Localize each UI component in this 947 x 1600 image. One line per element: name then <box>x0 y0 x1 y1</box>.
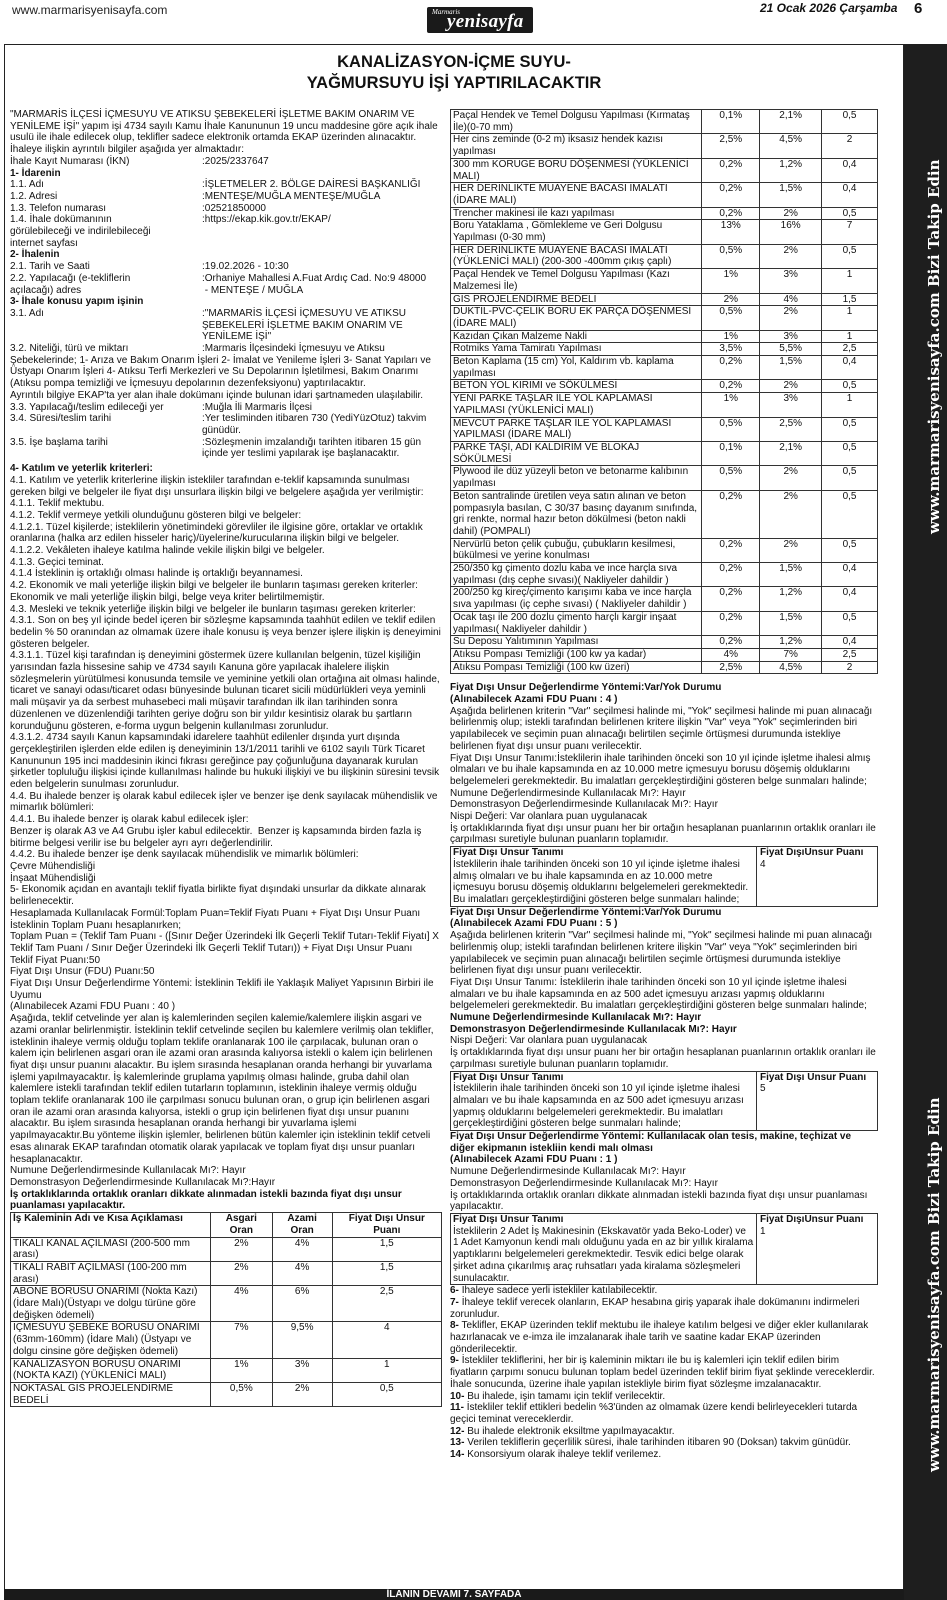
table-row <box>11 1322 442 1358</box>
table-cell: 2,5% <box>702 661 760 674</box>
table-cell: 5,5% <box>760 343 822 356</box>
table-cell: 2% <box>211 1261 273 1285</box>
section-3-heading: 3- İhale konusu yapım işinin <box>10 296 144 308</box>
table-cell: 0,2% <box>702 538 760 562</box>
table-cell: 1 <box>822 269 878 293</box>
table-cell: 1,2% <box>760 636 822 649</box>
tarih-value: :19.02.2026 - 10:30 <box>202 261 289 273</box>
notice-title <box>4 44 904 100</box>
table-cell: 0,5% <box>211 1382 273 1406</box>
fdu5-title: Fiyat Dışı Unsur Değerlendirme Yöntemi:Var/Yok Durumu (Alınabilecek Azami FDU Puanı : 5 ) <box>450 906 722 930</box>
table-cell: 1 <box>822 330 878 343</box>
nitelik-value: :Marmaris İlçesindeki İçmesuyu ve Atıksu <box>202 343 385 355</box>
table-cell: 4% <box>760 293 822 306</box>
table-cell: 0,5 <box>822 441 878 465</box>
table-cell: 0,2% <box>702 587 760 611</box>
table-cell: 4% <box>211 1286 273 1322</box>
list-item <box>450 1426 878 1438</box>
table-cell: 1 <box>332 1358 441 1382</box>
list-item-number: 10- <box>450 1390 465 1402</box>
list-item <box>450 1297 878 1320</box>
page-header <box>0 0 947 40</box>
table-cell: 300 mm KORUGE BORU DÖŞENMESİ (YÜKLENİCİ MALI) <box>451 158 702 182</box>
table-cell: Trencher makinesi ile kazı yapılması <box>451 207 702 220</box>
table-cell: 250/350 kg çimento dozlu kaba ve ince harçla sıva yapılması (dış cephe sıvası)( Nakliyeler dahildir ) <box>451 563 702 587</box>
table-row <box>11 1382 442 1406</box>
ortaklik-note: İş ortaklıklarında ortaklık oranları dikkate alınmadan istekli bazında fiyat dışı unsur puanlaması yapılacaktır. <box>10 1188 405 1212</box>
fdu5-box <box>450 1071 878 1132</box>
dokuman-row <box>10 214 442 249</box>
table-cell: 0,5 <box>822 110 878 134</box>
box2-head-right: Fiyat Dışı Unsur Puanı <box>760 1071 867 1083</box>
table-cell: 0,4 <box>822 636 878 649</box>
table-cell: 2% <box>702 293 760 306</box>
tarih-row <box>10 261 442 273</box>
continued-banner: İLANIN DEVAMI 7. SAYFADA <box>4 1589 904 1600</box>
table-cell: TİKALI KANAL AÇILMASI (200-500 mm arası) <box>11 1237 211 1261</box>
table-cell: 0,5 <box>822 417 878 441</box>
table-cell: 4,5% <box>760 661 822 674</box>
fdu5-text: Aşağıda belirlenen kriterin "Var" seçilmesi halinde mi, "Yok" seçilmesi halinde mi puan alınacağı belirlenmiş olup; istekli tarafından belirlenen kritere ilişkin "Var" veya "Yok" seçimlerinden biri yapılabilecek ve seçimin puan alınacağı belirtilen seçimle örtüşmesi durumunda istekliye belirlenen fiyat dışı unsur puanı verilecektir. Fiyat Dışı Unsur Tanımı: İsteklilerin ihale tarihinden önceki son 10 yıl içinde işletme ihalesi almaları ve bu ihale kapsamında en az 500 adet içmesuyu arızası yapmış olduklarını belgelemeleri gerekmektedir. Bu imalatları gerçekleştirdiğini gösteren belge sunmaları halinde; <box>450 930 873 1012</box>
idare-adi-label: 1.1. Adı <box>10 179 44 191</box>
table-cell: 1 <box>822 393 878 417</box>
dokuman-link[interactable]: :https://ekap.kik.gov.tr/EKAP/ <box>202 214 331 226</box>
table-cell: 2% <box>760 207 822 220</box>
table-cell: MEVCUT PARKE TAŞLAR İLE YOL KAPLAMASI YAPILMASI (İDARE MALI) <box>451 417 702 441</box>
adres-value: :MENTEŞE/MUĞLA MENTEŞE/MUĞLA <box>202 190 381 202</box>
table-cell: 4% <box>272 1261 332 1285</box>
table-cell: 1,2% <box>760 158 822 182</box>
table-cell: Ocak taşı ile 200 dozlu çimento harçlı kargir inşaat yapılması( Nakliyeler dahildir ) <box>451 611 702 635</box>
table-header-cell: Asgari Oran <box>211 1213 273 1237</box>
table-cell: 0,4 <box>822 587 878 611</box>
sure-row <box>10 413 442 436</box>
table-header-cell: Fiyat Dışı Unsur Puanı <box>332 1213 441 1237</box>
newspaper-logo <box>427 7 533 33</box>
table-cell: 2% <box>760 538 822 562</box>
table-row <box>11 1358 442 1382</box>
telefon-value: :02521850000 <box>202 202 266 214</box>
site-url[interactable]: www.marmarisyenisayfa.com <box>12 3 168 17</box>
table-cell: 0,5 <box>822 611 878 635</box>
fdu-table-left <box>10 1212 442 1407</box>
teslim-label: 3.3. Yapılacağı/teslim edileceği yer <box>10 401 164 413</box>
logo-small-text: Marmaris <box>432 8 461 16</box>
table-cell: 0,4 <box>822 183 878 207</box>
table-row <box>451 636 878 649</box>
list-item-text: İstekliler teklif ettikleri bedelin %3'ünden az olmamak üzere kendi belirleyecekleri tutarda geçici teminat vereceklerdir. <box>450 1402 858 1425</box>
table-cell: 3% <box>272 1358 332 1382</box>
list-item-number: 11- <box>450 1402 464 1414</box>
table-cell: Boru Yataklama , Gömlekleme ve Geri Dolgusu Yapılması (0-30 mm) <box>451 220 702 244</box>
table-row <box>451 661 878 674</box>
table-cell: HER DERİNLİKTE MUAYENE BACASI İMALATI (İDARE MALI) <box>451 183 702 207</box>
teslim-yeri-row <box>10 402 442 414</box>
table-cell: 1,5% <box>760 563 822 587</box>
side-banner-text-top: www.marmarisyenisayfa.com Bizi Takip Edin <box>925 159 943 534</box>
list-item-number: 7- <box>450 1296 459 1308</box>
side-banner-text-bottom: www.marmarisyenisayfa.com Bizi Takip Edin <box>925 1097 943 1472</box>
list-item-number: 12- <box>450 1425 465 1437</box>
table-cell: 0,5 <box>822 380 878 393</box>
table-cell: Su Deposu Yalıtımının Yapılması <box>451 636 702 649</box>
table-cell: 16% <box>760 220 822 244</box>
table-cell: 0,5% <box>702 417 760 441</box>
table-cell: PARKE TAŞI, ADİ KALDIRIM VE BLOKAJ SÖKÜLMESİ <box>451 441 702 465</box>
table-cell: KANALİZASYON BORUSU ONARIMI (NOKTA KAZI) (YÜKLENİCİ MALI) <box>11 1358 211 1382</box>
table-cell: 1,2% <box>760 587 822 611</box>
logo-main-text: yenisayfa <box>447 11 524 32</box>
table-cell: 1,5% <box>760 356 822 380</box>
table-cell: 2 <box>822 661 878 674</box>
telefon-row <box>10 203 442 215</box>
table-row <box>451 648 878 661</box>
is-adi-row <box>10 308 442 343</box>
table-row <box>451 110 878 134</box>
table-cell: 1,5% <box>760 611 822 635</box>
table-row <box>451 356 878 380</box>
adres-row <box>10 191 442 203</box>
table-cell: YENİ PARKE TAŞLAR İLE YOL KAPLAMASI YAPILMASI (YÜKLENİCİ MALI) <box>451 393 702 417</box>
table-cell: 1,5 <box>332 1261 441 1285</box>
table-cell: 0,2% <box>702 636 760 649</box>
table-cell: DUKTİL-PVC-ÇELİK BORU EK PARÇA DÖŞENMESİ (İDARE MALI) <box>451 306 702 330</box>
fdu1-box <box>450 1213 878 1285</box>
table-cell: 0,5 <box>822 490 878 538</box>
teslim-value: :Muğla İli Marmaris İlçesi <box>202 401 313 413</box>
table-cell: İÇMESUYU ŞEBEKE BORUSU ONARIMI (63mm-160mm) (İdare Malı) (Üstyapı ve dolgu cinsine göre değişken ödemeli) <box>11 1322 211 1358</box>
ihale-yeri-row <box>10 273 442 296</box>
is-adi-label: 3.1. Adı <box>10 307 44 319</box>
table-cell: 0,2% <box>702 356 760 380</box>
numbered-items <box>450 1285 878 1461</box>
fdu-table-right <box>450 109 878 674</box>
table-cell: 0,2% <box>702 158 760 182</box>
table-row <box>451 220 878 244</box>
box1-head-right: Fiyat DışıUnsur Puanı <box>760 847 864 859</box>
ikn-value: :2025/2337647 <box>202 155 269 167</box>
table-row <box>451 158 878 182</box>
table-row <box>451 293 878 306</box>
list-item-text: Bu ihalede, işin tamamı için teklif verilecektir. <box>467 1390 666 1402</box>
box1-left: İsteklilerin ihale tarihinden önceki son 10 yıl içinde işletme ihalesi almış olmaları ve bu ihale kapsamında en az 10.000 metre içmesuyu borusu döşemiş olduklarını belgelemeleri gerekmektedir. Bu imalatları gerçekleştirdiğini gösteren belge sunmaları halinde; <box>453 858 749 905</box>
table-cell: Atıksu Pompası Temizliği (100 kw ya kadar) <box>451 648 702 661</box>
nitelik-label: 3.2. Niteliği, türü ve miktarı <box>10 343 129 355</box>
nitelik-text: Şebekelerinde; 1- Arıza ve Bakım Onarım İşleri 2- İmalat ve Yenileme İşleri 3- Sanat Yapıları ve Üstyapı Onarım İşleri 4- Atıksu Terfi Merkezleri ve Su Depolarının İşletilmesi, Bakım Onarımı (Atıksu pompa temizliği ve İçmesuyu depolarının dezenfeksiyonu) yaptırılacaktır. <box>10 354 434 390</box>
table-cell: 0,5% <box>702 306 760 330</box>
table-cell: 0,5 <box>332 1382 441 1406</box>
page-number: 6 <box>914 0 923 17</box>
table-cell: 13% <box>702 220 760 244</box>
list-item-text: İhaleye sadece yerli istekliler katılabilecektir. <box>461 1285 658 1297</box>
table-row <box>451 441 878 465</box>
table-cell: 0,2% <box>702 183 760 207</box>
right-column <box>450 109 878 1461</box>
table-row <box>451 269 878 293</box>
table-cell: 1% <box>211 1358 273 1382</box>
table-cell: 2% <box>760 466 822 490</box>
box2-right: 5 <box>760 1083 766 1095</box>
box3-left: İsteklilerin 2 Adet İş Makinesinin (Ekskavatör yada Beko-Loder) ve 1 Adet Kamyonun kendi malı olduğunu yada en az bir yıllık kiralama yaptıklarını belgelemeleri gerekmektedir. Tesvik edici belge olarak şirket adına çıkarılmış araç ruhsatları yada kiralama sözleşmeleri sunulacaktır. <box>453 1225 754 1284</box>
list-item <box>450 1320 878 1355</box>
table-cell: 2,5% <box>760 417 822 441</box>
idare-adi-row <box>10 179 442 191</box>
table-cell: 2% <box>760 490 822 538</box>
ihale-yeri-label: 2.2. Yapılacağı (e-tekliflerin açılacağı) adres <box>10 272 131 296</box>
table-cell: 0,5 <box>822 466 878 490</box>
table-cell: 2,5 <box>332 1286 441 1322</box>
table-row <box>451 587 878 611</box>
table-cell: HER DERİNLİKTE MUAYENE BACASI İMALATI (YÜKLENİCİ MALI) (200-300 -400mm çıkış çaplı) <box>451 244 702 268</box>
box3-head-right: Fiyat DışıUnsur Puanı <box>760 1213 864 1225</box>
table-cell: 1 <box>822 306 878 330</box>
list-item-text: Teklifler, EKAP üzerinden teklif mektubu ile ihaleye katılım belgesi ve diğer ekler kullanılarak hazırlanacak ve e-imza ile imzalanarak ihale tarih ve saatine kadar EKAP üzerinden gönderilecektir. <box>450 1320 869 1355</box>
table-cell: BETON YOL KIRIMI ve SÖKÜLMESİ <box>451 380 702 393</box>
box2-head-left: Fiyat Dışı Unsur Tanımı <box>453 1071 564 1083</box>
fdu5-bold: Numune Değerlendirmesinde Kullanılacak Mı?: Hayır Demonstrasyon Değerlendirmesinde Kullanılacak Mı?: Hayır <box>450 1012 737 1035</box>
ikn-row <box>10 156 442 168</box>
table-cell: Her cins zeminde (0-2 m) iksasız hendek kazısı yapılması <box>451 134 702 158</box>
list-item-number: 13- <box>450 1437 465 1449</box>
box3-head-left: Fiyat Dışı Unsur Tanımı <box>453 1213 564 1225</box>
fdu1-title: Fiyat Dışı Unsur Değerlendirme Yöntemi: Kullanılacak olan tesis, makine, teçhizat ve diğer ekipmanın istekliin kendi malı olması (Alınabilecek Azami FDU Puanı : 1 ) <box>450 1131 852 1166</box>
list-item-text: Konsorsiyum olarak ihaleye teklif verilemez. <box>467 1449 662 1461</box>
table-row <box>451 466 878 490</box>
table-cell: 1,5% <box>760 183 822 207</box>
intro-paragraph: "MARMARİS İLÇESİ İÇMESUYU VE ATIKSU ŞEBEKELERİ İŞLETME BAKIM ONARIM VE YENİLEME İŞİ" yapım işi 4734 sayılı Kamu İhale Kanununun 19 uncu maddesine göre açık ihale usulü ile ihale edilecek olup, teklifler sadece elektronik ortamda EKAP üzerinden alınacaktır. <box>10 109 441 144</box>
issue-date: 21 Ocak 2026 Çarşamba <box>760 1 898 15</box>
table-cell: TIKALI RABIT AÇILMASI (100-200 mm arası) <box>11 1261 211 1285</box>
fdu4-title: Fiyat Dışı Unsur Değerlendirme Yöntemi:Var/Yok Durumu (Alınabilecek Azami FDU Puanı : 4 ) <box>450 682 722 706</box>
sure-label: 3.4. Süresi/teslim tarihi <box>10 413 112 425</box>
list-item <box>450 1402 878 1425</box>
table-row <box>451 306 878 330</box>
title-line-2: YAĞMURSUYU İŞİ YAPTIRILACAKTIR <box>306 74 602 92</box>
table-cell: Paçal Hendek ve Temel Dolgusu Yapılması (Kırmataş İle)(0-70 mm) <box>451 110 702 134</box>
baslama-row <box>10 437 442 460</box>
list-item <box>450 1449 878 1461</box>
table-cell: 2,1% <box>760 110 822 134</box>
table-cell: 4 <box>332 1322 441 1358</box>
box3-right: 1 <box>760 1225 766 1237</box>
table-cell: 0,5 <box>822 244 878 268</box>
table-cell: 2 <box>822 134 878 158</box>
table-cell: 0,4 <box>822 563 878 587</box>
table-row <box>451 490 878 538</box>
table-cell: 0,2% <box>702 563 760 587</box>
table-cell: 0,2% <box>702 380 760 393</box>
telefon-label: 1.3. Telefon numarası <box>10 202 106 214</box>
table-cell: 7% <box>211 1322 273 1358</box>
list-item-number: 14- <box>450 1449 465 1461</box>
table-row <box>11 1261 442 1285</box>
fdu4-text: Aşağıda belirlenen kriterin "Var" seçilmesi halinde mi, "Yok" seçilmesi halinde mi puan alınacağı belirlenmiş olup; istekli tarafından belirlenen kritere ilişkin "Var" veya "Yok" seçimlerinden biri yapılabilecek ve seçimin puan alınacağı belirtilen seçimle örtüşmesi durumunda istekliye belirlenen fiyat dışı unsur puanı verilecektir. Fiyat Dışı Unsur Tanımı:İsteklilerin ihale tarihinden önceki son 10 yıl içinde işletme ihalesi almış olmaları ve bu ihale kapsamında en az 10.000 metre içmesuyu borusu döşemiş olduklarını belgelemeleri gerekmektedir. Bu imalatları gerçekleştirdiğini gösteren belge sunmaları halinde; Numune Değerlendirmesinde Kullanılacak Mı?: Hayır Demonstrasyon Değerlendirmesinde Kullanılacak Mı?: Hayır Nispi Değeri: Var olanlara puan uygulanacak İş ortaklıklarında fiyat dışı unsur puanı her bir ortağın hesaplanan puanlarının ortaklık oranları ile çarpılması suretiyle bulunan puanların toplamıdır. <box>450 705 876 846</box>
table-cell: 1% <box>702 393 760 417</box>
side-banner <box>903 44 947 1600</box>
table-cell: Kazıdan Çıkan Malzeme Nakli <box>451 330 702 343</box>
table-cell: 0,4 <box>822 158 878 182</box>
section-2-heading: 2- İhalenin <box>10 249 60 261</box>
table-cell: 1% <box>702 330 760 343</box>
table-cell: 2% <box>272 1382 332 1406</box>
box1-head-left: Fiyat Dışı Unsur Tanımı <box>453 847 564 859</box>
table-cell: 0,4 <box>822 356 878 380</box>
table-cell: 0,1% <box>702 110 760 134</box>
table-cell: 7% <box>760 648 822 661</box>
list-item <box>450 1355 878 1390</box>
table-cell: ABONE BORUSU ONARIMI (Nokta Kazı)(İdare Malı)(Üstyapı ve dolgu türüne göre değişken ödemeli) <box>11 1286 211 1322</box>
table-cell: 9,5% <box>272 1322 332 1358</box>
table-cell: 2,1% <box>760 441 822 465</box>
table-row <box>451 563 878 587</box>
list-item-number: 9- <box>450 1355 459 1367</box>
table-cell: Atıksu Pompası Temizliği (100 kw üzeri) <box>451 661 702 674</box>
table-row <box>451 207 878 220</box>
table-cell: 2,5 <box>822 648 878 661</box>
table-cell: 2% <box>760 244 822 268</box>
list-item-text: İhaleye teklif verecek olanların, EKAP hesabına giriş yaparak ihale dokümanını indirmeleri zorunludur. <box>450 1296 860 1320</box>
table-row <box>451 244 878 268</box>
table-cell: 0,5 <box>822 207 878 220</box>
table-cell: Rotmiks Yama Tamiratı Yapılması <box>451 343 702 356</box>
adres-label: 1.2. Adresi <box>10 190 58 202</box>
table-cell: 1,5 <box>332 1237 441 1261</box>
table-row <box>451 134 878 158</box>
table-cell: 0,1% <box>702 441 760 465</box>
table-cell: 2,5% <box>702 134 760 158</box>
table-row <box>451 330 878 343</box>
table-row <box>11 1237 442 1261</box>
section-4-heading: 4- Katılım ve yeterlik kriterleri: <box>10 463 153 475</box>
table-cell: Beton Kaplama (15 cm) Yol, Kaldırım vb. kaplama yapılması <box>451 356 702 380</box>
table-row <box>451 393 878 417</box>
table-cell: 0,2% <box>702 207 760 220</box>
table-cell: 2% <box>211 1237 273 1261</box>
ihale-yeri-value: :Orhaniye Mahallesi A.Fuat Ardıç Cad. No:9 48000 - MENTEŞE / MUĞLA <box>202 272 427 296</box>
table-cell: Paçal Hendek ve Temel Dolgusu Yapılması (Kazı Malzemesi İle) <box>451 269 702 293</box>
left-column <box>10 109 442 1407</box>
table-cell: 2,5 <box>822 343 878 356</box>
table-cell: Nervürlü beton çelik çubuğu, çubukların kesilmesi, bükülmesi ve yerine konulması <box>451 538 702 562</box>
table-cell: 7 <box>822 220 878 244</box>
table-cell: 2% <box>760 306 822 330</box>
table-header-row <box>11 1213 442 1237</box>
list-item-number: 6- <box>450 1285 459 1297</box>
title-line-1: KANALİZASYON-İÇME SUYU- <box>337 53 571 71</box>
table-cell: 1% <box>702 269 760 293</box>
baslama-label: 3.5. İşe başlama tarihi <box>10 436 108 448</box>
table-cell: 3,5% <box>702 343 760 356</box>
box1-right: 4 <box>760 858 766 870</box>
table-cell: 4% <box>272 1237 332 1261</box>
table-cell: Plywood ile düz yüzeyli beton ve betonarme kalıbının yapılması <box>451 466 702 490</box>
table-header-cell: İş Kaleminin Adı ve Kısa Açıklaması <box>11 1213 211 1237</box>
tarih-label: 2.1. Tarih ve Saati <box>10 261 90 273</box>
info-line: İhaleye ilişkin ayrıntılı bilgiler aşağıda yer almaktadır: <box>10 144 244 156</box>
table-row <box>451 538 878 562</box>
ayrinti-text: Ayrıntılı bilgiye EKAP'ta yer alan ihale dokümanı içinde bulunan idari şartnameden ulaşılabilir. <box>10 389 424 401</box>
table-cell: 3% <box>760 269 822 293</box>
table-row <box>451 611 878 635</box>
table-cell: 6% <box>272 1286 332 1322</box>
list-item-text: İstekliler tekliflerini, her bir iş kaleminin miktarı ile bu iş kalemleri için teklif edilen birim fiyatların çarpımı sonucu bulunan toplam bedel üzerinden teklif birim fiyat şeklinde vereceklerdir. İhale sonucunda, üzerine ihale yapılan istekliyle birim fiyat sözleşme imzalanacaktır. <box>450 1355 875 1390</box>
table-cell: 2% <box>760 380 822 393</box>
body-text: 4.1. Katılım ve yeterlik kriterlerine ilişkin istekliler tarafından e-teklif kapsamında sunulması gereken bilgi ve belgeler ile fiyat dışı unsurlara ilişkin bilgi ve belgelere aşağıda yer verilmiştir: 4.1.1. Teklif mektubu. 4.1.2. Teklif vermeye yetkili olunduğunu gösteren bilgi ve belgeler: 4.1.2.1. Tüzel kişilerde; isteklilerin yönetimindeki görevliler ile ilgisine göre, ortaklar ve ortaklık oranlarına (halka arz edilen hisseler hariç)/üyelerine/kurucularına ilişkin bilgi ve belgeler. 4.1.2.2. Vekâleten ihaleye katılma halinde vekile ilişkin bilgi ve belgeler. 4.1.3. Geçici teminat. 4.1.4 İsteklinin iş ortaklığı olması halinde iş ortaklığı beyannamesi. 4.2. Ekonomik ve mali yeterliğe ilişkin bilgi ve belgeler ile bunların taşıması gereken kriterler: Ekonomik ve mali yeterliğe ilişkin bilgi, belge veya kriter belirtilmemiştir. 4.3. Mesleki ve teknik yeterliğe ilişkin bilgi ve belgeler ile bunların taşıması gereken kriterler: 4.3.1. Son on beş yıl içinde bedel içeren bir sözleşme kapsamında taahhüt edilen ve teklif edilen bedelin % 50 oranından az olmamak üzere ihale konusu iş veya benzer işlere ilişkin iş deneyimini gösteren belgeler. 4.3.1.1. Tüzel kişi tarafından iş deneyimini göstermek üzere kullanılan belgenin, tüzel kişiliğin yarısından fazla hissesine sahip ve 4734 sayılı Kanuna göre yapılacak ihalelere ilişkin sözleşmelerin yürütülmesi konusunda temsile ve yeminine yetkili olan ortağına ait olması halinde, ticaret ve sanayi odası/ticaret odası bünyesinde bulunan ticaret sicili müdürlükleri veya yeminli mali müşavir ya da serbest muhasebeci mali müşavir tarafından ilk ilan tarihinden sonra düzenlenen ve düzenlendiği tarihten geriye doğru son bir yıldır kesintisiz olarak bu şartların korunduğunu gösteren, e-forma uygun belgenin kullanılması zorunludur. 4.3.1.2. 4734 sayılı Kanun kapsamındaki idarelere taahhüt edilenler dışında yurt dışında gerçekleştirilen işlerden elde edilen iş deneyiminin 13/1/2011 tarihli ve 6102 sayılı Türk Ticaret Kanununun 195 inci maddesinin ikinci fıkrası gereğince pay çoğunluğuna dayanarak kurulan şirketler topluluğu ilişkisi içinde kullanılması halinde bu hukuki ilişkiyi ve bu ilişkinin süresini tevsik eden belgelerin sunulması zorunludur. 4.4. Bu ihalede benzer iş olarak kabul edilecek işler ve benzer işe denk sayılacak mühendislik ve mimarlık bölümleri: 4.4.1. Bu ihalede benzer iş olarak kabul edilecek işler: Benzer iş olarak A3 ve A4 Grubu işler kabul edilecektir. Benzer iş kapsamında birden fazla iş bitirme belgesi verilir ise bu belgeler ayrı ayrı değerlendirilir. 4.4.2. Bu ihalede benzer işe denk sayılacak mühendislik ve mimarlık bölümleri: Çevre Mühendisliği İnşaat Mühendisliği 5- Ekonomik açıdan en avantajlı teklif fiyatla birlikte fiyat dışındaki unsurlar da dikkate alınarak belirlenecektir. Hesaplamada Kullanılacak Formül:Toplam Puan=Teklif Fiyatı Puanı + Fiyat Dışı Unsur Puanı İsteklinin Toplam Puanı hesaplanırken; Toplam Puan = (Teklif Tam Puanı - ([Sınır Değer Üzerindeki İlk Geçerli Teklif Tutarı-Teklif Fiyatı] X Teklif Tam Puanı / Sınır Değer Üzerindeki İlk Geçerli Teklif Tutarı)) + Fiyat Dışı Unsur Puanı Teklif Fiyat Puanı:50 Fiyat Dışı Unsur (FDU) Puanı:50 Fiyat Dışı Unsur Değerlendirme Yöntemi: İsteklinin Teklifi ile Yaklaşık Maliyet Yapısının Birbiri ile Uyumu (Alınabilecek Azami FDU Puanı : 40 ) Aşağıda, teklif cetvelinde yer alan iş kalemlerinden seçilen kalemie/kalemlere ilişkin asgari ve azami oranlar belirlenmiştir. İsteklinin teklif cetvelinde seçilen bu kalemlere verilmiş olan teklifler, isteklinin ihaleye vermiş olduğu toplam teklife oranlanarak 100 ile çarpılacak, bulunan oran o kalem için belirlenen asgari oran ile azami oran arasında kalıyorsa istekli o kalem için belirlenen fiyat dışı unsur puanını alacaktır. Bu işlem sırasında hesaplanan oranda herhangi bir yuvarlama işlemi yapılmayacaktır. İş kalemlerinde gruplama yapılmış olması halinde, gruba dahil olan kalemlere istekli tarafından teklif edilen tutarların toplamının, isteklinin ihaleye vermiş olduğu toplam teklife oranlanarak 100 ile çarpılması sonucu bulunan oran, o grup için belirlenen asgari oran ile azami oran arasında kalıyorsa, istekli o grup için belirlenen fiyat dışı unsur puanını alacaktır. Bu işlem sırasında hesaplanan oranda herhangi bir yuvarlama işlemi yapılmayacaktır.Bu yönteme ilişkin işlemler, belirlenen bütün kalemler için isteklinin teklif cetveli esas alınarak EKAP tarafından otomatik olarak yapılacak ve toplam fiyat dışı unsur puanları hesaplanacaktır. Numune Değerlendirmesinde Kullanılacak Mı?: Hayır Demonstrasyon Değerlendirmesinde Kullanılacak Mı?:Hayır <box>10 474 441 1188</box>
table-cell: 0,5% <box>702 244 760 268</box>
box2-left: İsteklilerin ihale tarihinden önceki son 10 yıl içinde işletme ihalesi almaları ve bu ihale kapsamında en az 500 adet içmesuyu arızası yapmış olduklarını belgelemeleri gerekmektedir. Bu imalatları gerçekleştirdiğini gösteren belge sunmaları halinde; <box>453 1083 744 1130</box>
fdu1-text: Numune Değerlendirmesinde Kullanılacak Mı?: Hayır Demonstrasyon Değerlendirmesinde Kullanılacak Mı?: Hayır İş ortaklıklarında ortaklık oranları dikkate alınmadan istekli bazında fiyat dışı unsur puanlaması yapılacaktır. <box>450 1166 868 1213</box>
fdu5-text2: Nispi Değeri: Var olanlara puan uygulanacak İş ortaklıklarında fiyat dışı unsur puanı her bir ortağın hesaplanan puanlarının ortaklık oranları ile çarpılması suretiyle bulunan puanların toplamıdır. <box>450 1035 876 1070</box>
table-cell: 3% <box>760 330 822 343</box>
ikn-label: İhale Kayıt Numarası (İKN) <box>10 155 130 167</box>
section-1-heading: 1- İdarenin <box>10 167 61 179</box>
idare-adi-value: :İŞLETMELER 2. BÖLGE DAİRESİ BAŞKANLIĞI <box>202 179 421 191</box>
list-item-text: Bu ihalede elektronik eksiltme yapılmayacaktır. <box>467 1425 675 1437</box>
sure-value: :Yer tesliminden itibaren 730 (YediYüzOtuz) takvim günüdür. <box>202 413 427 436</box>
list-item <box>450 1437 878 1449</box>
table-cell: Beton santralinde üretilen veya satın alınan ve beton pompasıyla basılan, C 30/37 basınç dayanım sınıfında, gri renkte, normal hazır beton dökülmesi (beton nakli dahil) (POMPALI) <box>451 490 702 538</box>
table-cell: 0,5% <box>702 466 760 490</box>
dokuman-label: 1.4. İhale dokümanının görülebileceği ve indirilebileceği internet sayfası <box>10 214 151 249</box>
baslama-value: :Sözleşmenin imzalandığı tarihten itibaren 15 gün içinde yer teslimi yapılarak işe başlanacaktır. <box>202 436 422 460</box>
table-cell: 4% <box>702 648 760 661</box>
table-cell: 0,2% <box>702 611 760 635</box>
list-item <box>450 1285 878 1297</box>
table-row <box>451 343 878 356</box>
table-cell: 3% <box>760 393 822 417</box>
table-cell: 0,2% <box>702 490 760 538</box>
table-cell: 1,5 <box>822 293 878 306</box>
table-cell: GİS PROJELENDİRME BEDELİ <box>451 293 702 306</box>
list-item-number: 8- <box>450 1320 459 1332</box>
table-header-cell: Azami Oran <box>272 1213 332 1237</box>
nitelik-row <box>10 343 442 355</box>
table-cell: 4,5% <box>760 134 822 158</box>
table-row <box>451 380 878 393</box>
table-row <box>451 183 878 207</box>
is-adi-value: :"MARMARİS İLÇESİ İÇMESUYU VE ATIKSU ŞEBEKELERİ İŞLETME BAKIM ONARIM VE YENİLEME İŞİ" <box>202 307 406 343</box>
list-item <box>450 1391 878 1403</box>
table-cell: 200/250 kg kireç/çimento karışımı kaba ve ince harçla sıva yapılması (iç cephe sıvası) ( Nakliyeler dahildir ) <box>451 587 702 611</box>
table-cell: NOKTASAL GİS PROJELENDİRME BEDELİ <box>11 1382 211 1406</box>
list-item-text: Verilen tekliflerin geçerlilik süresi, ihale tarihinden itibaren 90 (Doksan) takvim günüdür. <box>467 1437 851 1449</box>
table-cell: 0,5 <box>822 538 878 562</box>
table-row <box>451 417 878 441</box>
table-row <box>11 1286 442 1322</box>
fdu4-box <box>450 846 878 907</box>
